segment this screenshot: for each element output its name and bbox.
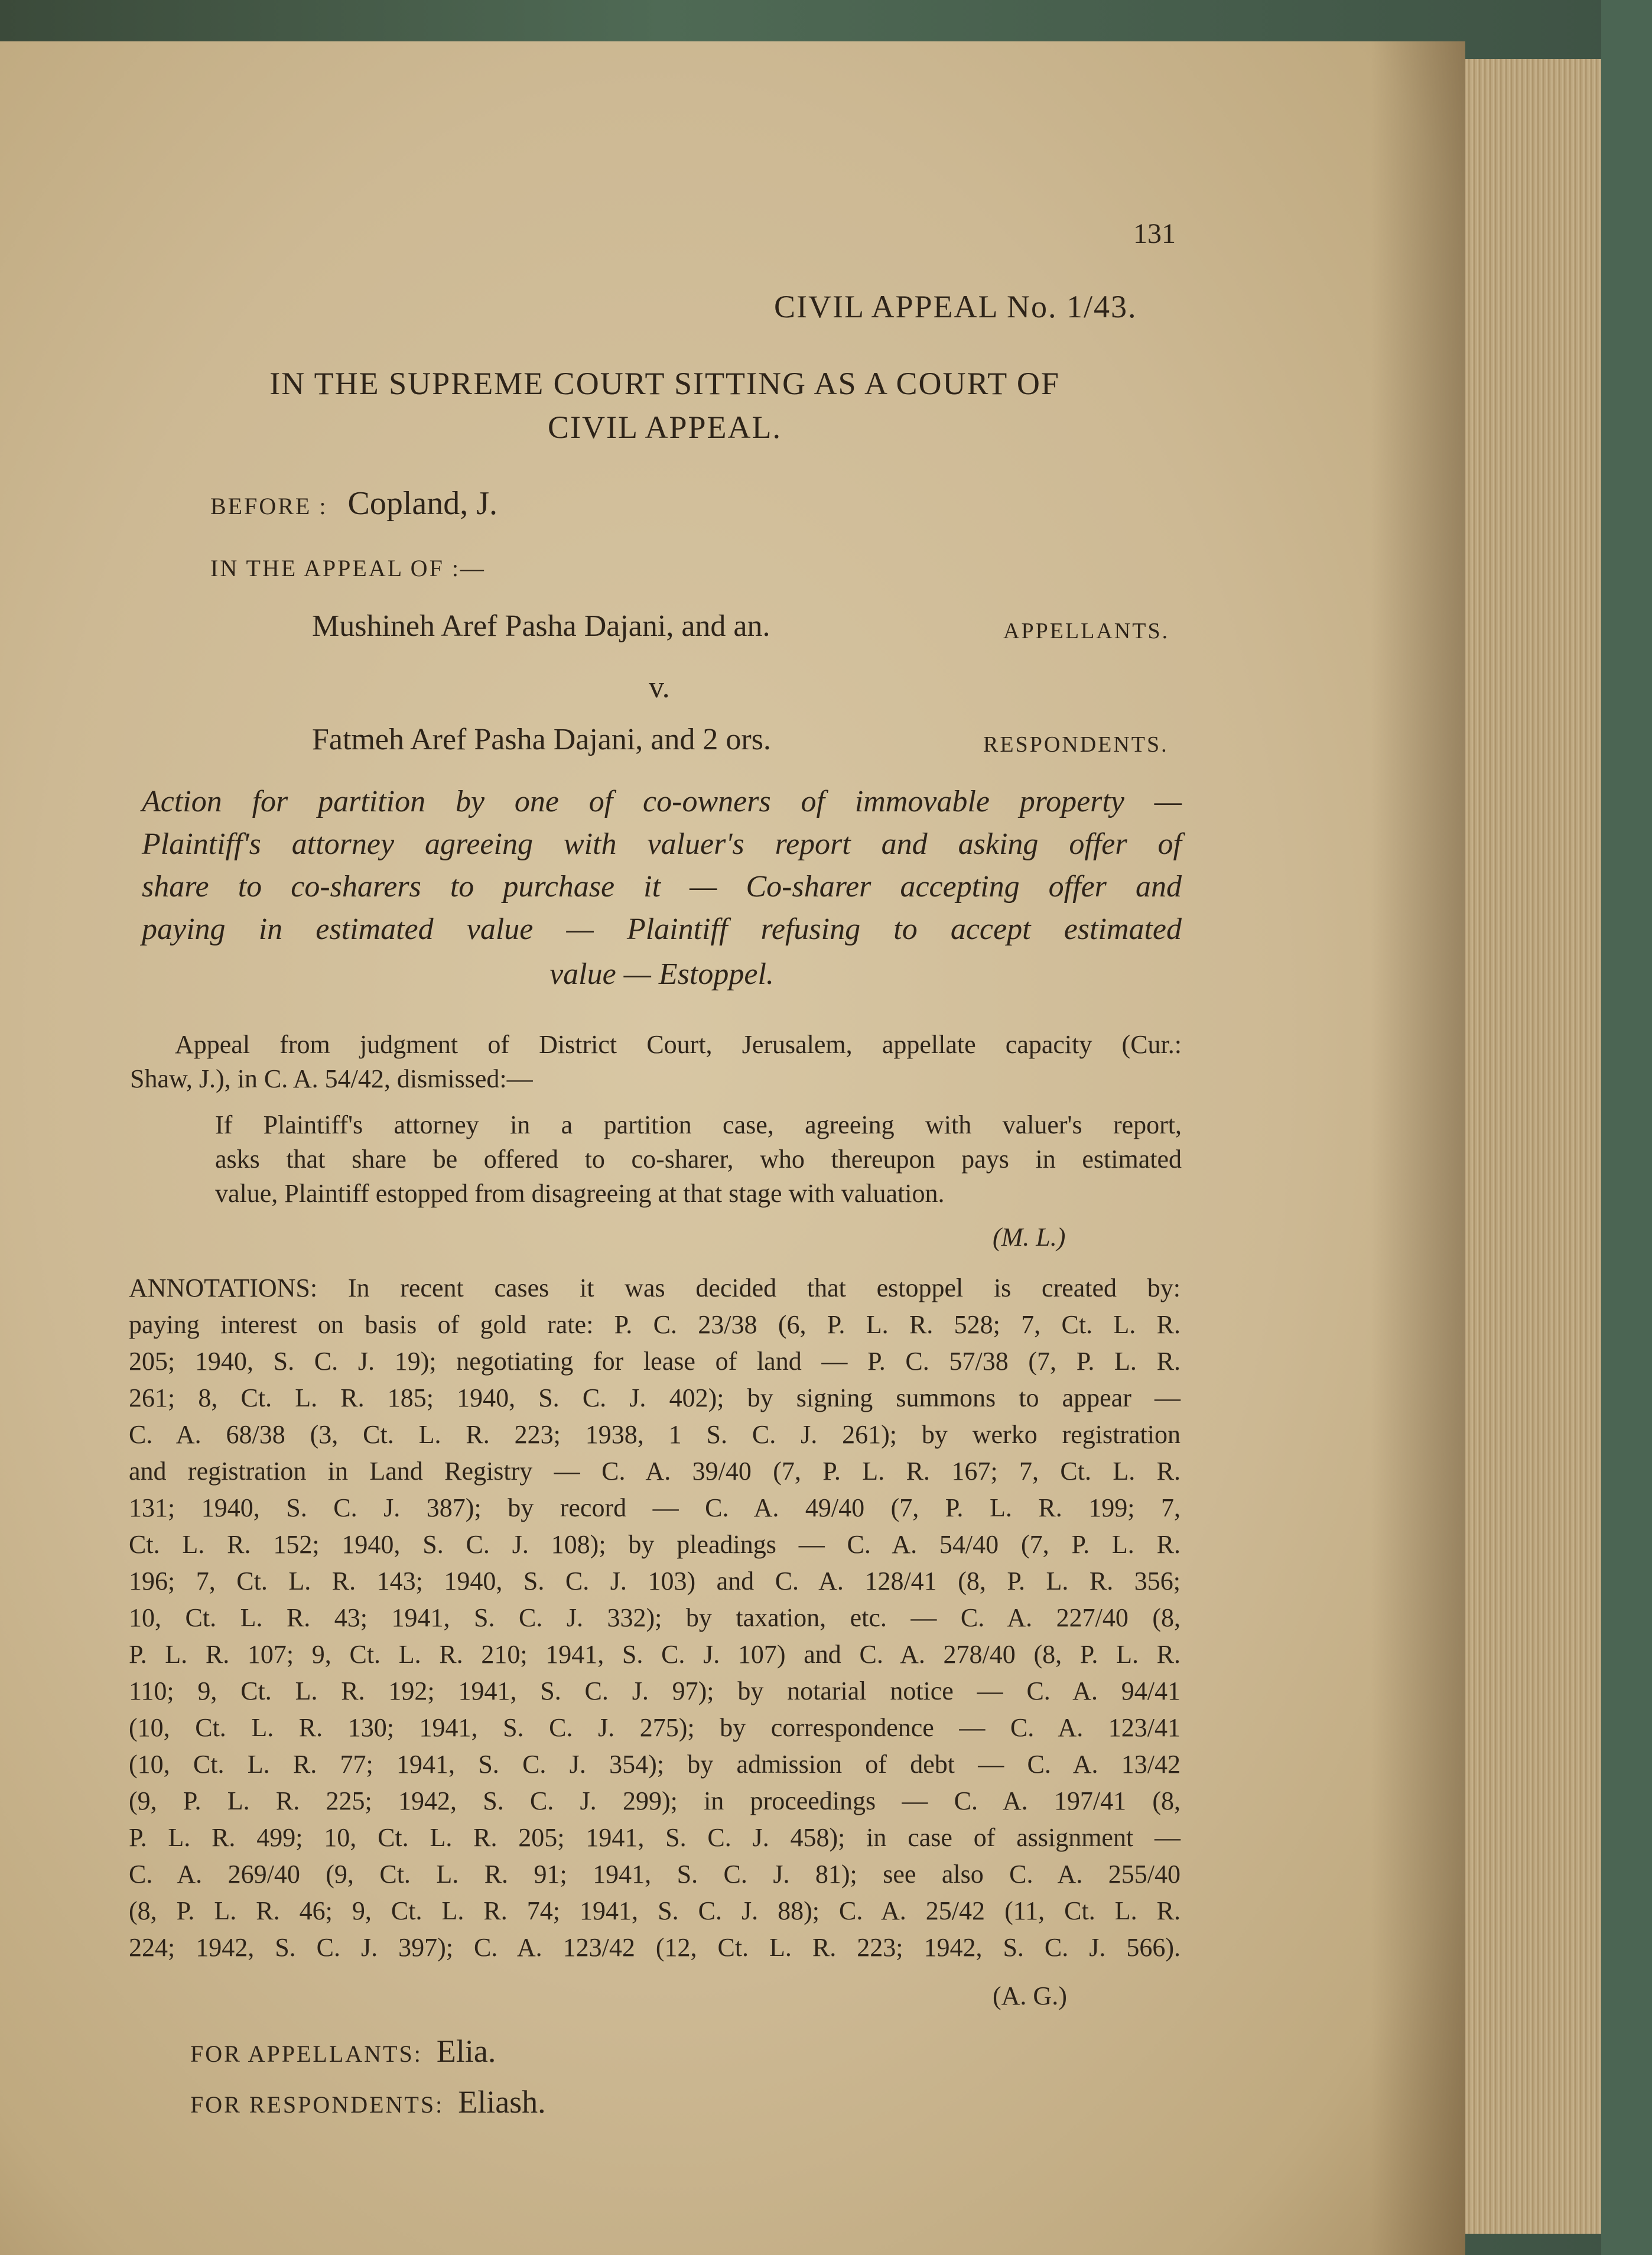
holding-line: If Plaintiff's attorney in a partition case, agreeing with valuer's report, [215, 1110, 1182, 1139]
holding-line: asks that share be offered to co-sharer, who thereupon pays in estimated [215, 1145, 1182, 1174]
annotation-line: ANNOTATIONS: In recent cases it was decided that estoppel is created by: [129, 1273, 1181, 1302]
headnote-line: paying in estimated value — Plaintiff refusing to accept estimated [142, 912, 1182, 946]
annotation-line: (10, Ct. L. R. 77; 1941, S. C. J. 354); by admission of debt — C. A. 13/42 [129, 1750, 1181, 1779]
respondents-label: RESPONDENTS. [983, 732, 1169, 757]
versus: v. [649, 671, 670, 704]
annotation-line: P. L. R. 499; 10, Ct. L. R. 205; 1941, S. C. J. 458); in case of assignment — [129, 1823, 1181, 1852]
annotation-line: (10, Ct. L. R. 130; 1941, S. C. J. 275); by correspondence — C. A. 123/41 [129, 1713, 1181, 1742]
headnote-line: share to co-sharers to purchase it — Co-sharer accepting offer and [142, 870, 1182, 904]
court-heading-line-2: CIVIL APPEAL. [547, 410, 782, 445]
appeal-intro-line: Appeal from judgment of District Court, Jerusalem, appellate capacity (Cur.: [175, 1030, 1182, 1059]
headnote-line: Plaintiff's attorney agreeing with valuer's report and asking offer of [142, 827, 1182, 861]
annotation-initials: (A. G.) [993, 1981, 1067, 2010]
annotation-line: 131; 1940, S. C. J. 387); by record — C. A. 49/40 (7, P. L. R. 199; 7, [129, 1493, 1181, 1522]
counsel-respondents-name: Eliash. [458, 2084, 546, 2120]
annotation-line: 10, Ct. L. R. 43; 1941, S. C. J. 332); by taxation, etc. — C. A. 227/40 (8, [129, 1603, 1181, 1632]
annotation-line: and registration in Land Registry — C. A. 39/40 (7, P. L. R. 167; 7, Ct. L. R. [129, 1457, 1181, 1486]
appeal-intro-line: Shaw, J.), in C. A. 54/42, dismissed:— [130, 1064, 533, 1093]
counsel-respondents [190, 2084, 546, 2120]
headnote-line: value — Estoppel. [549, 957, 774, 991]
before-line [210, 485, 497, 522]
appeal-of-label: IN THE APPEAL OF :— [210, 555, 486, 581]
judge-name: Copland, J. [347, 485, 498, 522]
annotation-line: P. L. R. 107; 9, Ct. L. R. 210; 1941, S. C. J. 107) and C. A. 278/40 (8, P. L. R. [129, 1640, 1181, 1669]
annotation-line: 261; 8, Ct. L. R. 185; 1940, S. C. J. 402); by signing summons to appear — [129, 1383, 1181, 1412]
counsel-appellants-name: Elia. [436, 2033, 496, 2069]
respondents-name: Fatmeh Aref Pasha Dajani, and 2 ors. [312, 723, 771, 756]
annotation-line: (9, P. L. R. 225; 1942, S. C. J. 299); in proceedings — C. A. 197/41 (8, [129, 1786, 1181, 1815]
court-heading-line-1: IN THE SUPREME COURT SITTING AS A COURT OF [269, 366, 1060, 401]
page-gutter-shadow [1371, 41, 1465, 2255]
page-number: 131 [1133, 218, 1176, 249]
annotation-line: 205; 1940, S. C. J. 19); negotiating for lease of land — P. C. 57/38 (7, P. L. R. [129, 1347, 1181, 1376]
annotation-line: paying interest on basis of gold rate: P. C. 23/38 (6, P. L. R. 528; 7, Ct. L. R. [129, 1310, 1181, 1339]
headnote-line: Action for partition by one of co-owners of immovable property — [142, 785, 1182, 818]
case-number: CIVIL APPEAL No. 1/43. [774, 289, 1137, 324]
annotation-line: Ct. L. R. 152; 1940, S. C. J. 108); by pleadings — C. A. 54/40 (7, P. L. R. [129, 1530, 1181, 1559]
page-edges [1465, 59, 1601, 2234]
counsel-respondents-label: FOR RESPONDENTS: [190, 2091, 444, 2118]
holding-initials: (M. L.) [993, 1223, 1066, 1252]
before-label: BEFORE : [210, 493, 328, 519]
holding-line: value, Plaintiff estopped from disagreeing at that stage with valuation. [215, 1179, 945, 1208]
annotation-line: (8, P. L. R. 46; 9, Ct. L. R. 74; 1941, S. C. J. 88); C. A. 25/42 (11, Ct. L. R. [129, 1896, 1181, 1925]
appellants-name: Mushineh Aref Pasha Dajani, and an. [312, 609, 770, 643]
appellants-label: APPELLANTS. [1003, 619, 1170, 644]
annotation-line: C. A. 269/40 (9, Ct. L. R. 91; 1941, S. C. J. 81); see also C. A. 255/40 [129, 1860, 1181, 1889]
annotation-line: 110; 9, Ct. L. R. 192; 1941, S. C. J. 97); by notarial notice — C. A. 94/41 [129, 1676, 1181, 1705]
annotation-line: 196; 7, Ct. L. R. 143; 1940, S. C. J. 103) and C. A. 128/41 (8, P. L. R. 356; [129, 1567, 1181, 1596]
counsel-appellants [190, 2033, 496, 2069]
annotation-line: C. A. 68/38 (3, Ct. L. R. 223; 1938, 1 S. C. J. 261); by werko registration [129, 1420, 1181, 1449]
counsel-appellants-label: FOR APPELLANTS: [190, 2040, 422, 2067]
annotation-line: 224; 1942, S. C. J. 397); C. A. 123/42 (12, Ct. L. R. 223; 1942, S. C. J. 566). [129, 1933, 1181, 1962]
book-spine [1601, 0, 1652, 2255]
